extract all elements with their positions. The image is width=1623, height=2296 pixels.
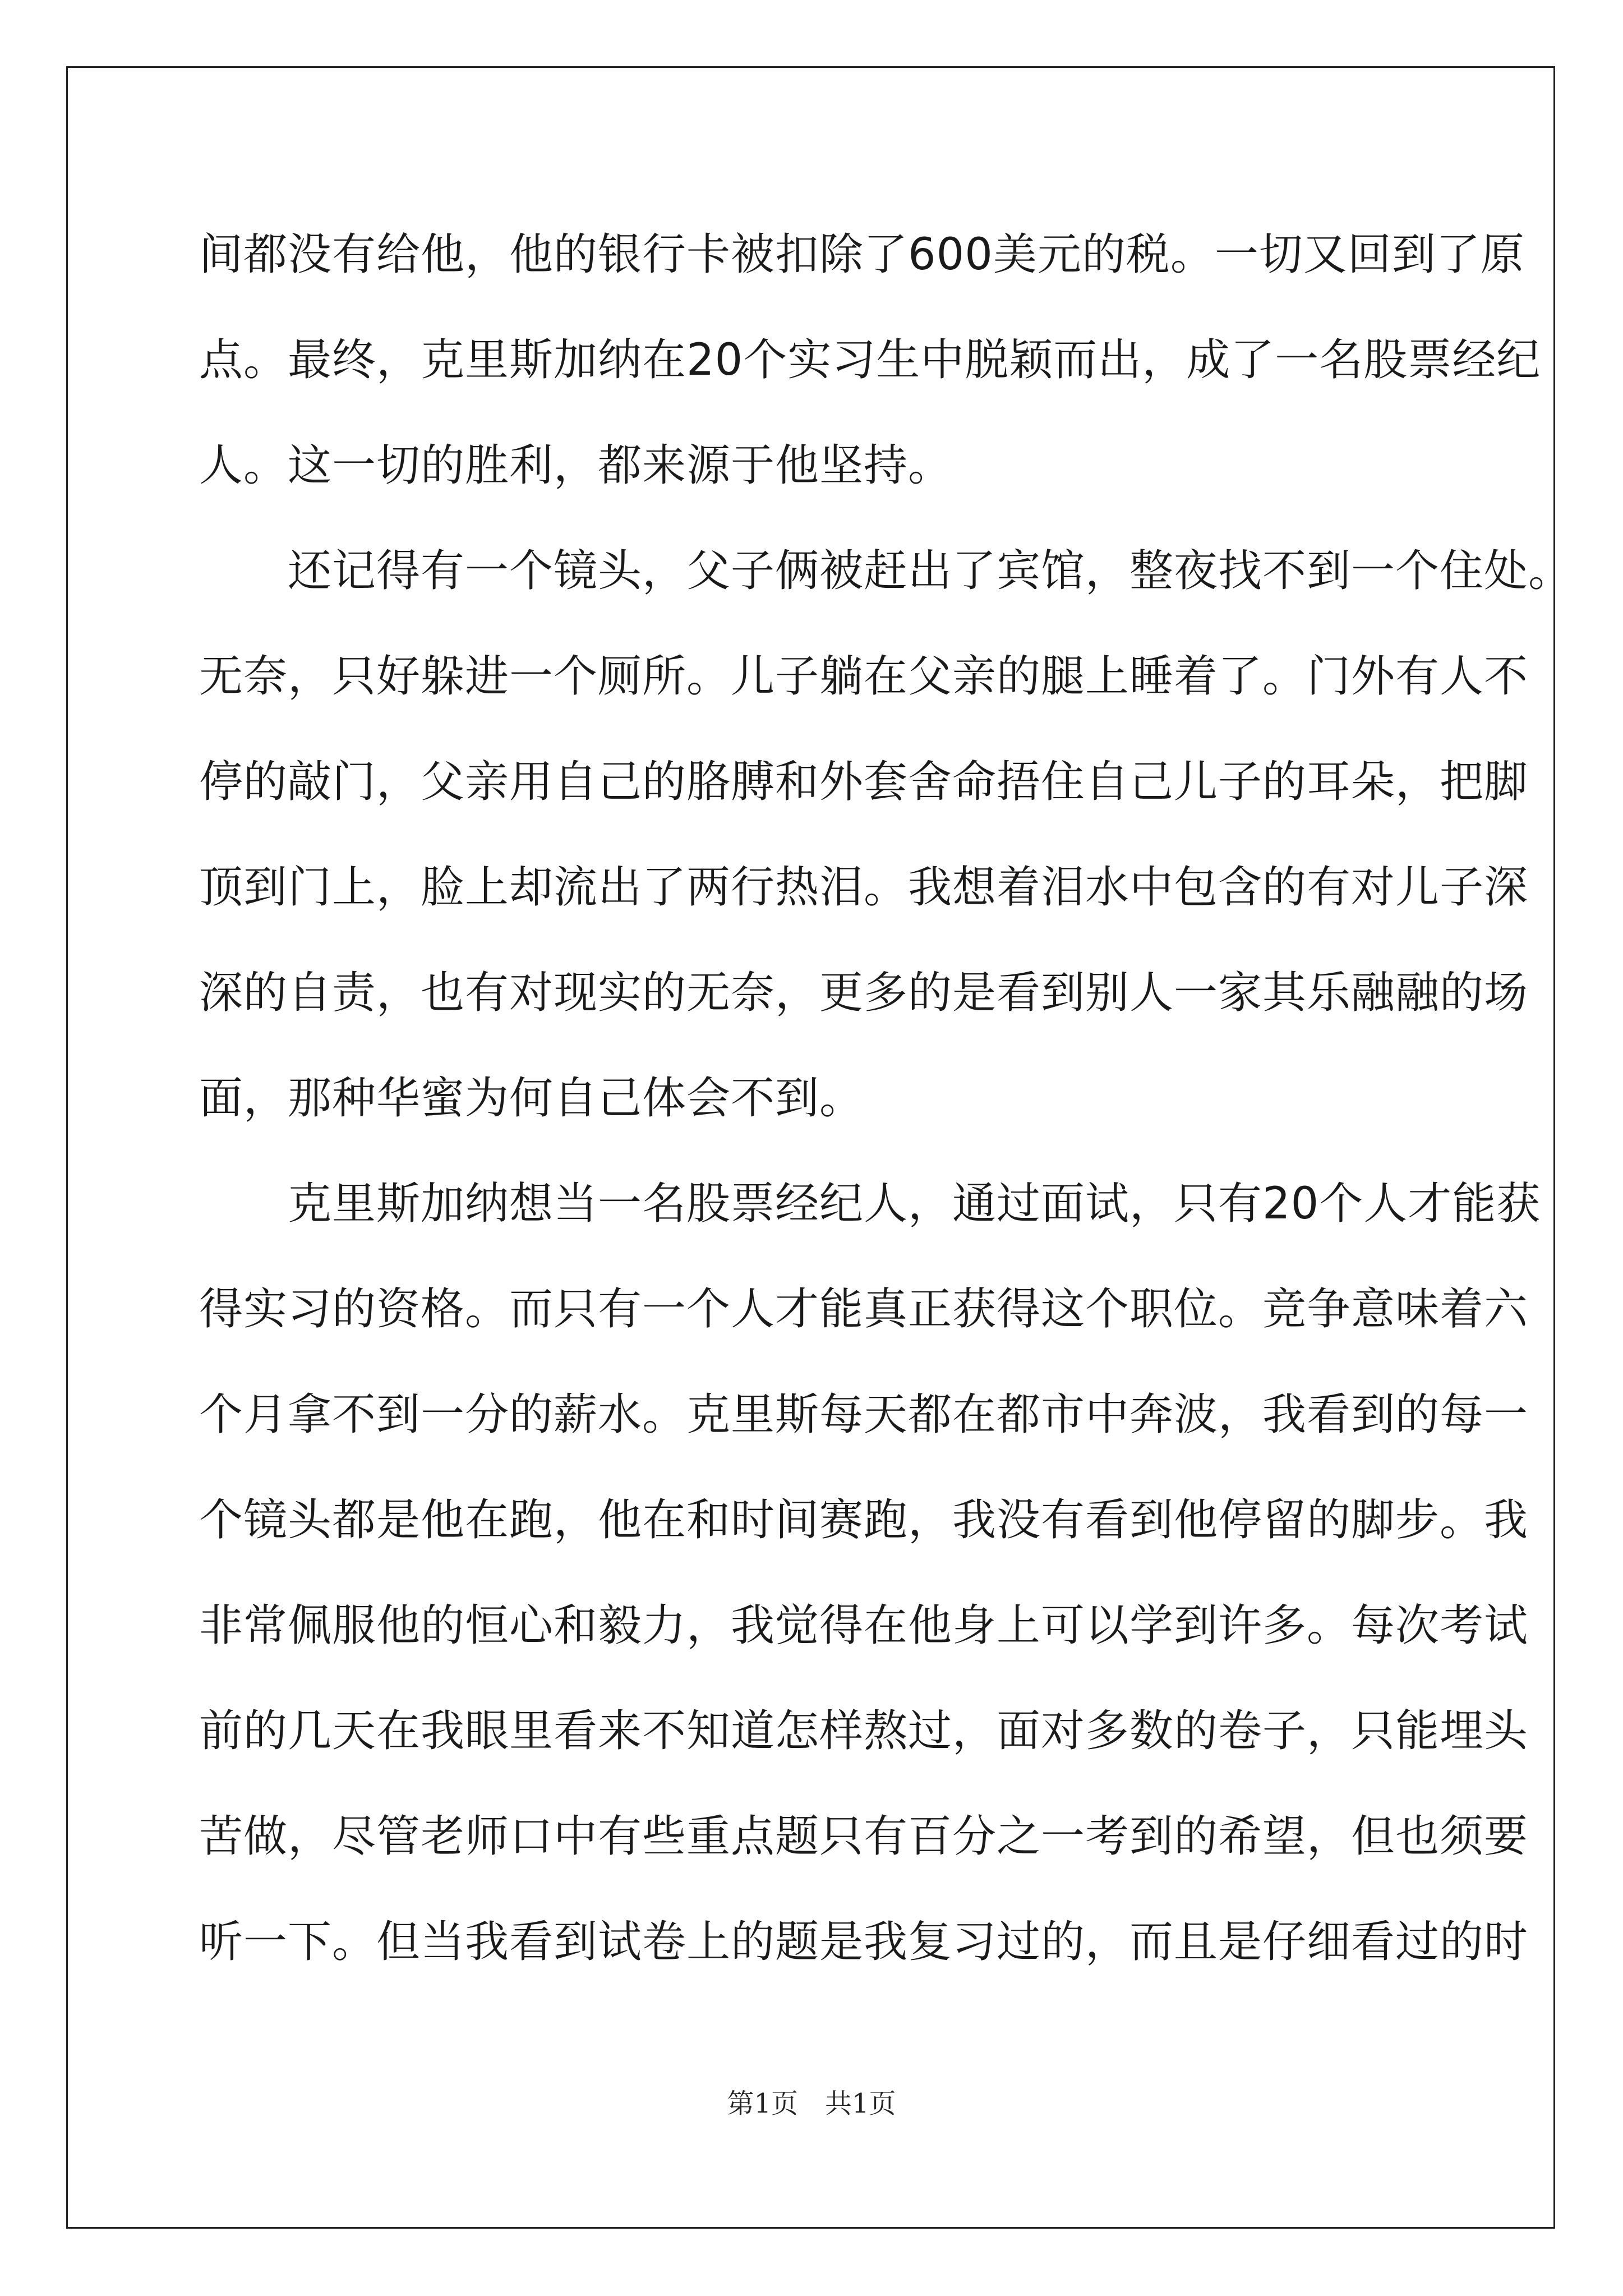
- text-line: 前的几天在我眼里看来不知道怎样熬过，面对多数的卷子，只能埋头: [199, 1706, 1529, 1756]
- text-line: 无奈，只好躲进一个厕所。儿子躺在父亲的腿上睡着了。门外有人不: [199, 651, 1529, 702]
- text-line: 深的自责，也有对现实的无奈，更多的是看到别人一家其乐融融的场: [199, 968, 1529, 1018]
- text-line: 还记得有一个镜头，父子俩被赶出了宾馆，整夜找不到一个住处。: [199, 546, 1573, 596]
- text-line: 点。最终，克里斯加纳在20个实习生中脱颖而出，成了一名股票经纪: [199, 335, 1541, 385]
- document-body: [199, 202, 1573, 1995]
- text-line: 克里斯加纳想当一名股票经纪人，通过面试，只有20个人才能获: [199, 1179, 1541, 1229]
- text-line: 个月拿不到一分的薪水。克里斯每天都在都市中奔波，我看到的每一: [199, 1389, 1529, 1440]
- text-line: 人。这一切的胜利，都来源于他坚持。: [199, 440, 953, 491]
- page-number-footer: 第1页 共1页: [727, 2088, 896, 2119]
- text-line: 得实习的资格。而只有一个人才能真正获得这个职位。竞争意味着六: [199, 1284, 1529, 1335]
- text-line: 苦做，尽管老师口中有些重点题只有百分之一考到的希望，但也须要: [199, 1811, 1529, 1862]
- text-line: 面，那种华蜜为何自己体会不到。: [199, 1073, 864, 1124]
- text-line: 间都没有给他，他的银行卡被扣除了600美元的税。一切又回到了原: [199, 229, 1525, 280]
- text-line: 停的敲门，父亲用自己的胳膊和外套舍命捂住自己儿子的耳朵，把脚: [199, 757, 1529, 807]
- text-line: 非常佩服他的恒心和毅力，我觉得在他身上可以学到许多。每次考试: [199, 1600, 1529, 1651]
- text-line: 听一下。但当我看到试卷上的题是我复习过的，而且是仔细看过的时: [199, 1917, 1529, 1967]
- text-line: 顶到门上，脸上却流出了两行热泪。我想着泪水中包含的有对儿子深: [199, 862, 1529, 913]
- text-line: 个镜头都是他在跑，他在和时间赛跑，我没有看到他停留的脚步。我: [199, 1495, 1529, 1545]
